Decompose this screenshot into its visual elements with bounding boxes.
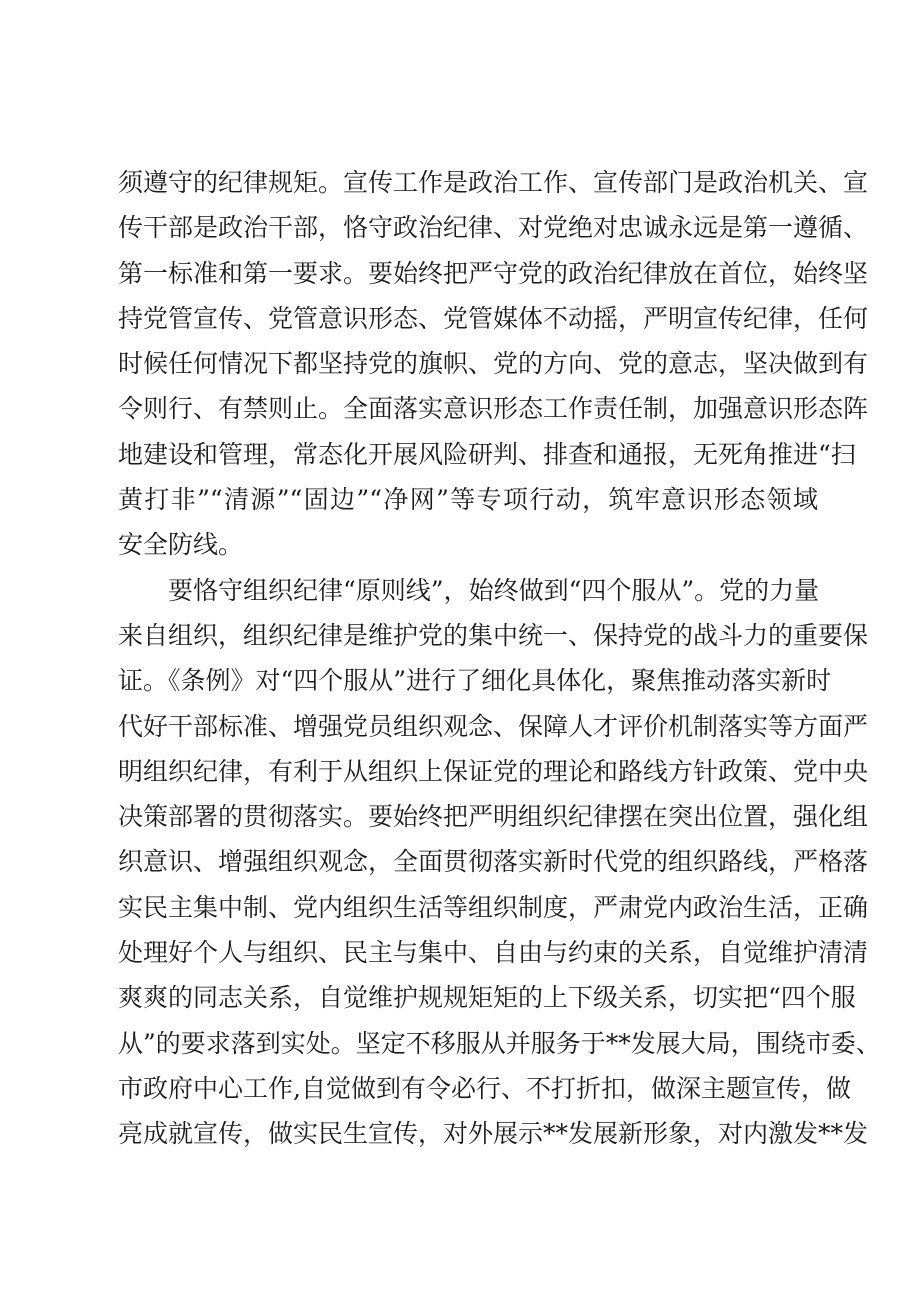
body-line: 处理好个人与组织、民主与集中、自由与约束的关系，自觉维护清清 [118, 938, 869, 968]
body-line: 从”的要求落到实处。坚定不移服从并服务于**发展大局，围绕市委、 [118, 1028, 881, 1058]
body-line: 传干部是政治干部，恪守政治纪律、对党绝对忠诚永远是第一遵循、 [118, 213, 869, 243]
paragraph-end-line: 安全防线。 [118, 530, 244, 560]
body-line: 地建设和管理，常态化开展风险研判、排查和通报，无死角推进“扫 [118, 439, 856, 469]
body-line: 实民主集中制、党内组织生活等组织制度，严肃党内政治生活，正确 [118, 892, 869, 922]
body-line: 市政府中心工作,自觉做到有令必行、不打折扣，做深主题宣传，做 [118, 1073, 851, 1103]
body-line: 证。《条例》对“四个服从”进行了细化具体化，聚焦推动落实新时 [118, 666, 832, 696]
body-line: 决策部署的贯彻落实。要始终把严明组织纪律摆在突出位置，强化组 [118, 802, 869, 832]
body-line: 时候任何情况下都坚持党的旗帜、党的方向、党的意志，坚决做到有 [118, 349, 869, 379]
body-line: 织意识、增强组织观念，全面贯彻落实新时代党的组织路线，严格落 [118, 847, 869, 877]
body-line: 亮成就宣传，做实民生宣传，对外展示**发展新形象，对内激发**发 [118, 1119, 869, 1149]
body-line: 须遵守的纪律规矩。宣传工作是政治工作、宣传部门是政治机关、宣 [118, 168, 869, 197]
body-line: 持党管宣传、党管意识形态、党管媒体不动摇，严明宣传纪律，任何 [118, 303, 869, 333]
body-line: 第一标准和第一要求。要始终把严守党的政治纪律放在首位，始终坚 [118, 258, 869, 288]
body-line: 爽爽的同志关系，自觉维护规规矩矩的上下级关系，切实把“四个服 [118, 983, 856, 1013]
body-line: 来自组织，组织纪律是维护党的集中统一、保持党的战斗力的重要保 [118, 620, 869, 650]
body-line: 令则行、有禁则止。全面落实意识形态工作责任制，加强意识形态阵 [118, 394, 869, 424]
body-line: 黄打非”“清源”“固边”“净网”等专项行动，筑牢意识形态领域 [118, 485, 818, 515]
document-body [118, 160, 881, 1157]
body-line: 代好干部标准、增强党员组织观念、保障人才评价机制落实等方面严 [118, 711, 869, 741]
paragraph-first-line: 要恪守组织纪律“原则线”，始终做到“四个服从”。党的力量 [168, 575, 820, 605]
body-line: 明组织纪律，有利于从组织上保证党的理论和路线方针政策、党中央 [118, 756, 869, 786]
